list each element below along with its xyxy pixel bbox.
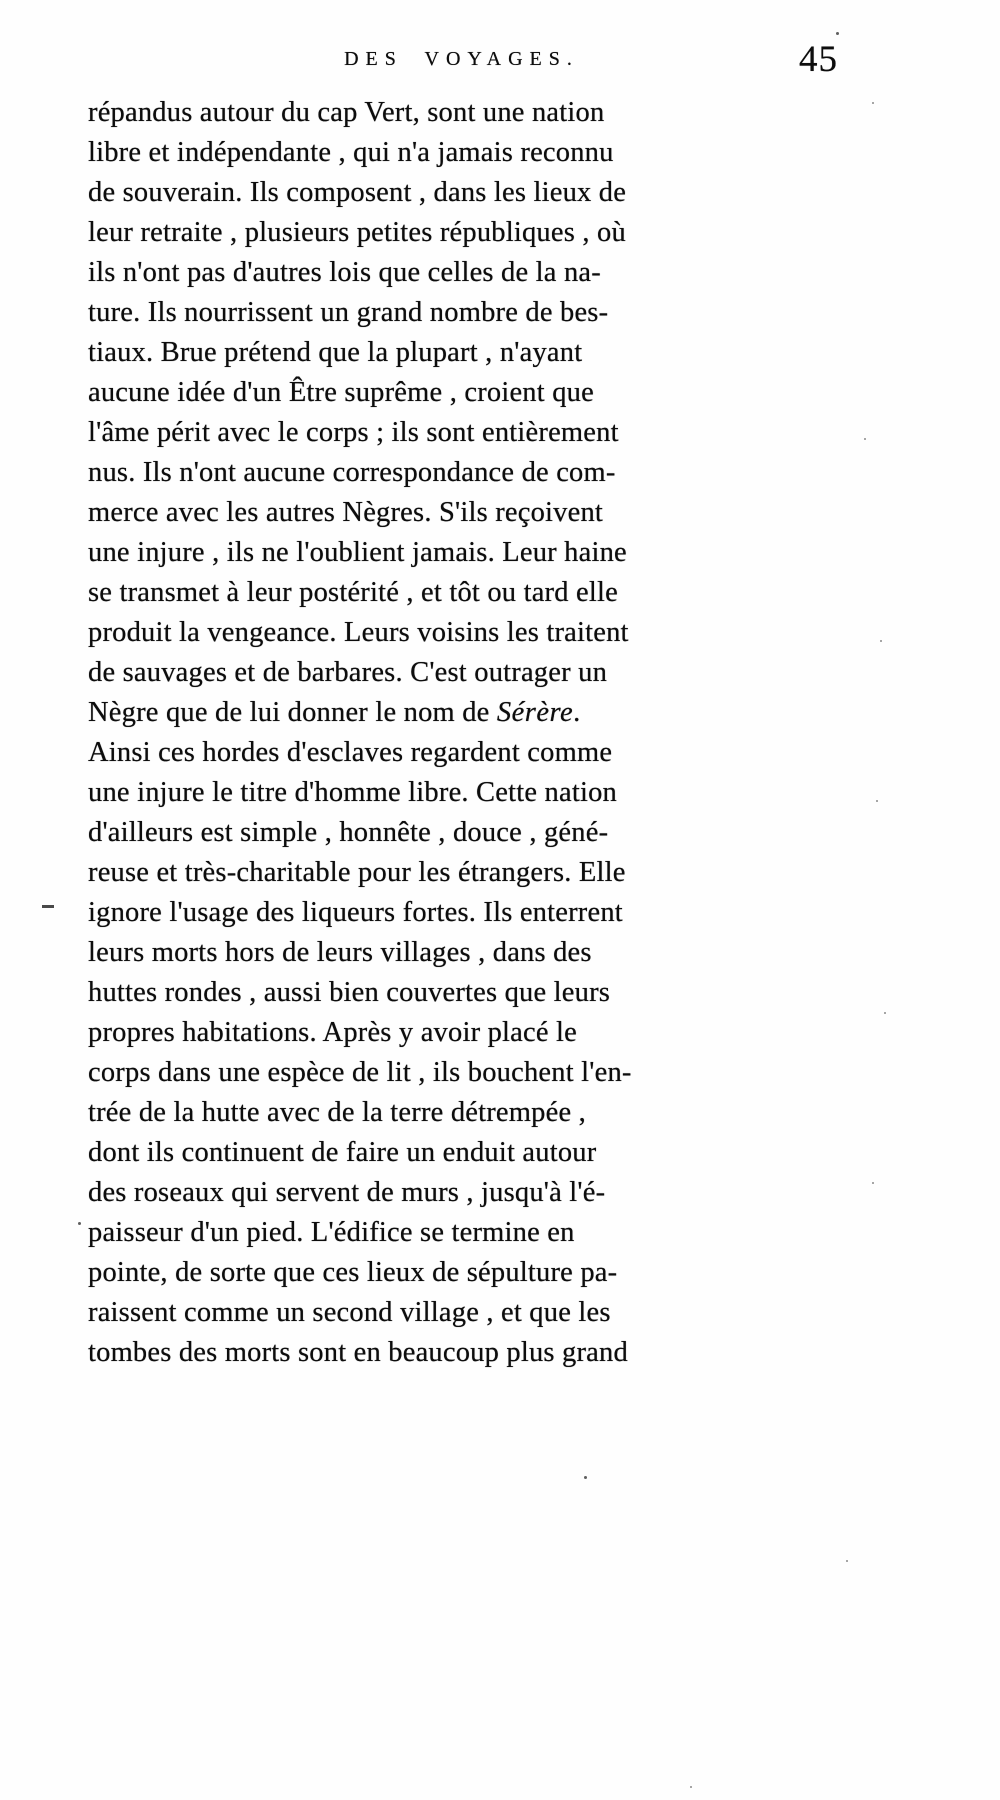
text-line: ture. Ils nourrissent un grand nombre de bes-	[88, 297, 609, 328]
italic-term: Sérère	[496, 697, 574, 728]
body-text-block	[88, 93, 835, 1373]
text-line: reuse et très-charitable pour les étrangers. Elle	[88, 857, 626, 888]
scan-speck	[78, 1222, 81, 1225]
margin-mark	[42, 905, 54, 908]
text-line: Nègre que de lui donner le nom de Sérère.	[88, 697, 581, 728]
text-line: une injure le titre d'homme libre. Cette nation	[88, 777, 617, 808]
scan-speck	[876, 800, 878, 802]
page-number: 45	[799, 39, 838, 80]
text-line: de souverain. Ils composent , dans les lieux de	[88, 177, 627, 208]
text-line: répandus autour du cap Vert, sont une nation	[88, 97, 605, 128]
text-line: leurs morts hors de leurs villages , dans des	[88, 937, 592, 968]
text-line: d'ailleurs est simple , honnête , douce , géné-	[88, 817, 609, 848]
scan-speck	[690, 1786, 692, 1788]
text-line: ils n'ont pas d'autres lois que celles de la na-	[88, 257, 601, 288]
text-line: aucune idée d'un Être suprême , croient que	[88, 377, 594, 408]
running-title: DES VOYAGES.	[344, 48, 579, 70]
text-line: pointe, de sorte que ces lieux de sépulture pa-	[88, 1257, 618, 1288]
text-line: corps dans une espèce de lit , ils bouchent l'en-	[88, 1057, 632, 1088]
text-line: libre et indépendante , qui n'a jamais reconnu	[88, 137, 614, 168]
scan-speck	[872, 102, 874, 104]
text-line: l'âme périt avec le corps ; ils sont entièrement	[88, 417, 619, 448]
text-line: produit la vengeance. Leurs voisins les traitent	[88, 617, 629, 648]
text-line: de sauvages et de barbares. C'est outrager un	[88, 657, 608, 688]
scan-speck	[846, 1560, 848, 1562]
scan-speck	[880, 640, 882, 642]
text-line: huttes rondes , aussi bien couvertes que leurs	[88, 977, 611, 1008]
text-line: leur retraite , plusieurs petites républiques , où	[88, 217, 626, 248]
text-line: Ainsi ces hordes d'esclaves regardent comme	[88, 737, 613, 768]
text-line: raissent comme un second village , et que les	[88, 1297, 611, 1328]
scan-speck	[864, 438, 866, 440]
text-line: merce avec les autres Nègres. S'ils reçoivent	[88, 497, 604, 528]
scan-speck	[836, 32, 839, 35]
text-line: des roseaux qui servent de murs , jusqu'à l'é-	[88, 1177, 606, 1208]
text-line: se transmet à leur postérité , et tôt ou tard elle	[88, 577, 618, 608]
text-line: trée de la hutte avec de la terre détrempée ,	[88, 1097, 586, 1128]
text-line: paisseur d'un pied. L'édifice se termine en	[88, 1217, 575, 1248]
text-line: propres habitations. Après y avoir placé le	[88, 1017, 577, 1048]
text-line: ignore l'usage des liqueurs fortes. Ils enterrent	[88, 897, 623, 928]
text-line: tombes des morts sont en beaucoup plus grand	[88, 1337, 628, 1368]
text-line: dont ils continuent de faire un enduit autour	[88, 1137, 597, 1168]
text-line: tiaux. Brue prétend que la plupart , n'ayant	[88, 337, 583, 368]
scan-speck	[884, 1012, 886, 1014]
text-line: une injure , ils ne l'oublient jamais. Leur haine	[88, 537, 627, 568]
text-line: nus. Ils n'ont aucune correspondance de com-	[88, 457, 616, 488]
scan-speck	[584, 1476, 587, 1479]
scan-speck	[872, 1182, 874, 1184]
